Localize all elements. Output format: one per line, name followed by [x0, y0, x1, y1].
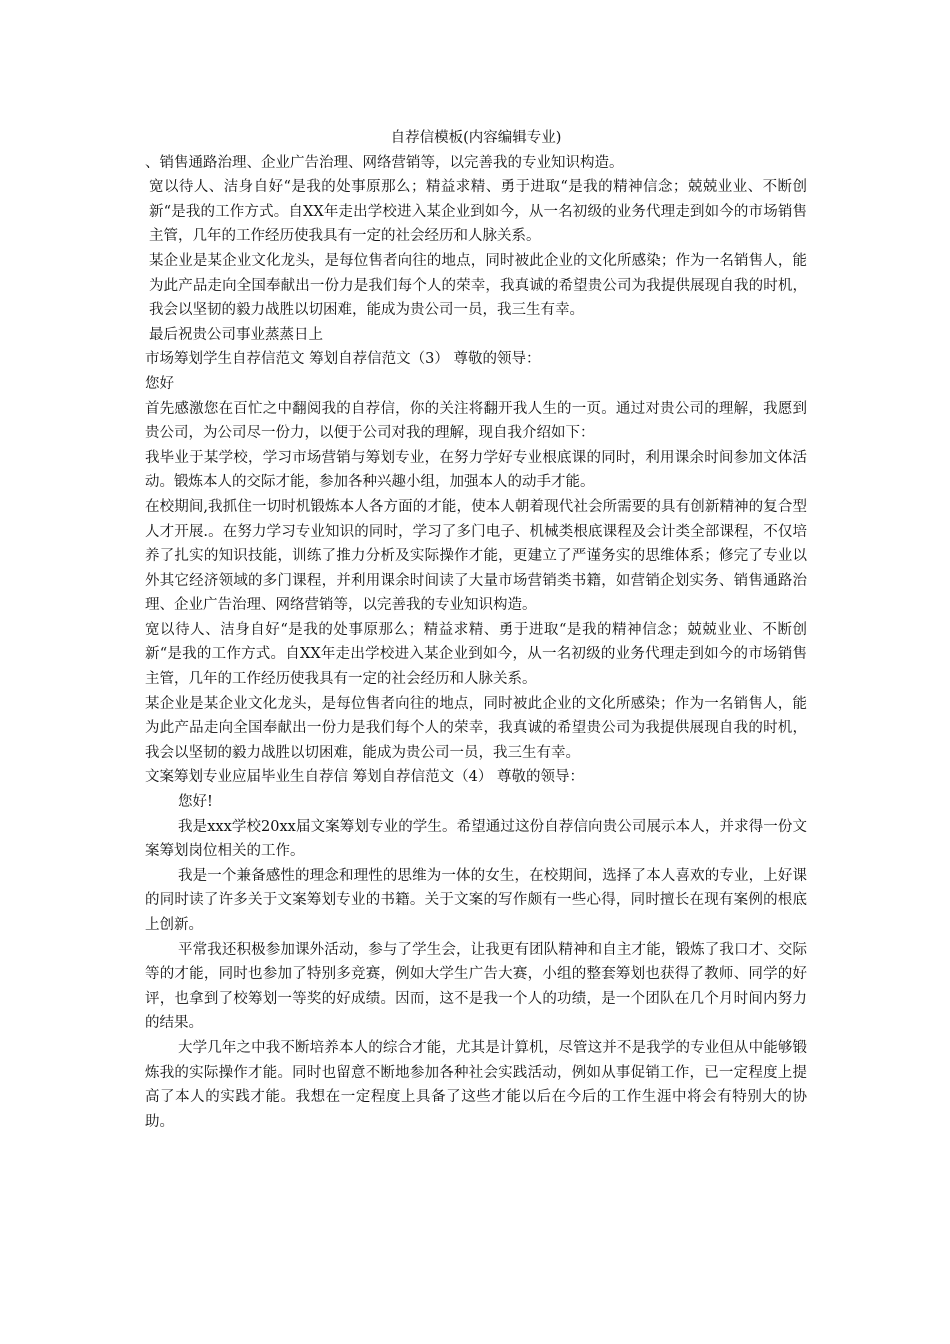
paragraph-8: 我毕业于某学校，学习市场营销与筹划专业，在努力学好专业根底课的同时，利用课余时间参加文体活动。锻炼本人的交际才能，参加各种兴趣小组，加强本人的动手才能。	[145, 449, 807, 491]
paragraph-11: 某企业是某企业文化龙头，是每位售者向往的地点，同时被此企业的文化所感染；作为一名销售人，能为此产品走向全国奉献出一份力是我们每个人的荣幸，我真诚的希望贵公司为我提供展现自我的时机，我会以坚韧的毅力战胜以切困难，能成为贵公司一员，我三生有幸。	[145, 695, 807, 761]
paragraph-4: 最后祝贵公司事业蒸蒸日上	[149, 326, 323, 343]
paragraph-5: 市场筹划学生自荐信范文 筹划自荐信范文（3） 尊敬的领导：	[145, 351, 541, 368]
paragraph-16: 平常我还积极参加课外活动，参与了学生会，让我更有团队精神和自主才能，锻炼了我口才、交际等的才能，同时也参加了特别多竞赛，例如大学生广告大赛，小组的整套筹划也获得了教师、同学的好评，也拿到了校筹划一等奖的好成绩。因而，这不是我一个人的功绩，是一个团队在几个月时间内努力的结果。	[145, 941, 807, 1032]
paragraph-7: 首先感激您在百忙之中翻阅我的自荐信，你的关注将翻开我人生的一页。通过对贵公司的理解，我愿到贵公司，为公司尽一份力，以便于公司对我的理解，现自我介绍如下：	[145, 400, 807, 442]
paragraph-9: 在校期间,我抓住一切时机锻炼本人各方面的才能，使本人朝着现代社会所需要的具有创新精神的复合型人才开展.。在努力学习专业知识的同时，学习了多门电子、机械类根底课程及会计类全部课程，不仅培养了扎实的知识技能，训练了推力分析及实际操作才能，更建立了严谨务实的思维体系；修完了专业以外其它经济领域的多门课程，并利用课余时间读了大量市场营销类书籍，如营销企划实务、销售通路治理、企业广告治理、网络营销等，以完善我的专业知识构造。	[145, 498, 807, 614]
paragraph-12: 文案筹划专业应届毕业生自荐信 筹划自荐信范文（4） 尊敬的领导：	[145, 769, 584, 786]
document-page	[145, 126, 807, 1134]
paragraph-13: 您好!	[178, 794, 213, 811]
paragraph-14: 我是xxx学校20xx届文案筹划专业的学生。希望通过这份自荐信向贵公司展示本人，并求得一份文案筹划岗位相关的工作。	[145, 818, 807, 860]
paragraph-6: 您好	[145, 375, 174, 392]
paragraph-17: 大学几年之中我不断培养本人的综合才能，尤其是计算机，尽管这并不是我学的专业但从中能够锻炼我的实际操作才能。同时也留意不断地参加各种社会实践活动，例如从事促销工作，已一定程度上提高了本人的实践才能。我想在一定程度上具备了这些才能以后在今后的工作生涯中将会有特别大的协助。	[145, 1039, 807, 1130]
paragraph-2: 宽以待人、洁身自好“是我的处事原那么；精益求精、勇于进取“是我的精神信念；兢兢业业、不断创新“是我的工作方式。自XX年走出学校进入某企业到如今，从一名初级的业务代理走到如今的市场销售主管，几年的工作经历使我具有一定的社会经历和人脉关系。	[149, 179, 807, 245]
paragraph-1: 、销售通路治理、企业广告治理、网络营销等，以完善我的专业知识构造。	[145, 154, 624, 171]
paragraph-10: 宽以待人、洁身自好“是我的处事原那么；精益求精、勇于进取“是我的精神信念；兢兢业业、不断创新“是我的工作方式。自XX年走出学校进入某企业到如今，从一名初级的业务代理走到如今的市场销售主管，几年的工作经历使我具有一定的社会经历和人脉关系。	[145, 621, 807, 688]
paragraph-3: 某企业是某企业文化龙头，是每位售者向往的地点，同时被此企业的文化所感染；作为一名销售人，能为此产品走向全国奉献出一份力是我们每个人的荣幸，我真诚的希望贵公司为我提供展现自我的时机，我会以坚韧的毅力战胜以切困难，能成为贵公司一员，我三生有幸。	[149, 252, 807, 319]
document-title: 自荐信模板(内容编辑专业)	[390, 130, 562, 146]
paragraph-15: 我是一个兼备感性的理念和理性的思维为一体的女生，在校期间，选择了本人喜欢的专业，上好课的同时读了许多关于文案筹划专业的书籍。关于文案的写作颇有一些心得，同时擅长在现有案例的根底上创新。	[145, 867, 807, 933]
